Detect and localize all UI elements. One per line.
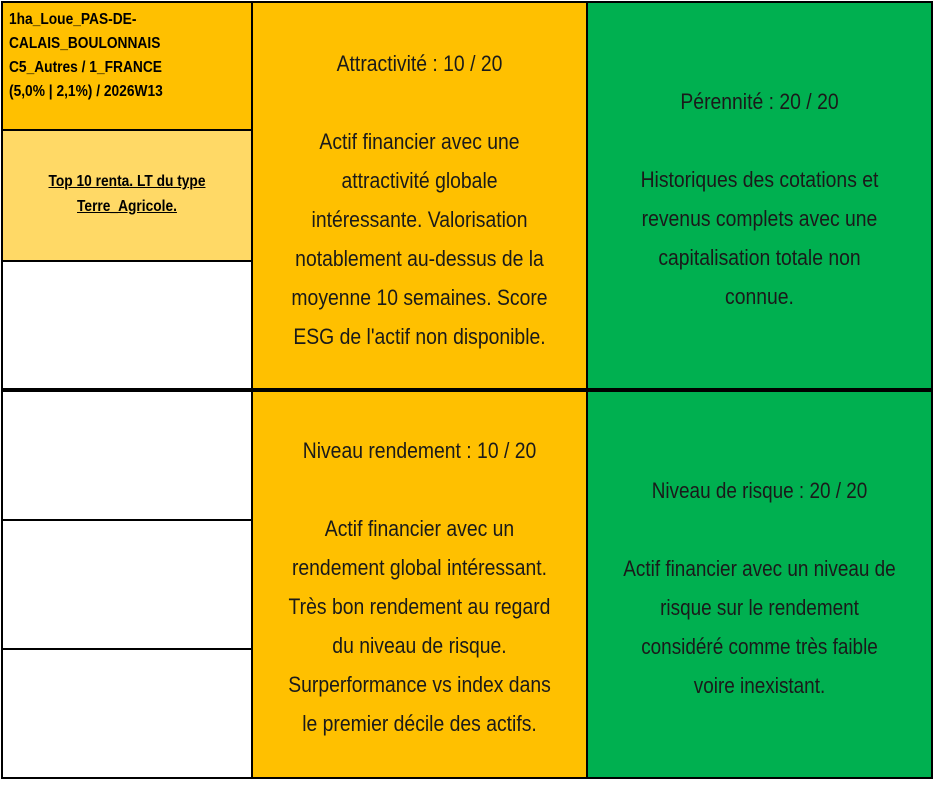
top10-link-line[interactable]: Top 10 renta. LT du type (48, 173, 206, 190)
attractivite-text-line: ESG de l'actif non disponible. (293, 324, 546, 349)
top10-cell (1, 129, 253, 262)
rendement-text-line: Actif financier avec un (324, 516, 515, 541)
asset-title-line: (5,0% | 2,1%) / 2026W13 (9, 83, 163, 100)
asset-title-line: C5_Autres / 1_FRANCE (9, 59, 162, 76)
asset-title-cell (1, 1, 253, 131)
asset-title-line: CALAIS_BOULONNAIS (9, 35, 161, 52)
empty-cell (1, 390, 253, 521)
rendement-text-line: du niveau de risque. (332, 633, 507, 658)
empty-cell (1, 648, 253, 779)
perennite-panel (586, 1, 933, 390)
attractivite-text-line: moyenne 10 semaines. Score (291, 285, 548, 310)
attractivite-heading: Attractivité : 10 / 20 (336, 51, 503, 76)
empty-cell (1, 519, 253, 650)
risque-text-line: considéré comme très faible (641, 634, 878, 659)
rendement-heading: Niveau rendement : 10 / 20 (302, 438, 537, 463)
empty-cell (1, 260, 253, 390)
rendement-text-line: rendement global intéressant. (291, 555, 548, 580)
rendement-text-line: le premier décile des actifs. (302, 711, 537, 736)
rendement-text-line: Surperformance vs index dans (288, 672, 551, 697)
top10-link-line[interactable]: Terre_Agricole. (77, 198, 177, 215)
risque-panel (586, 390, 933, 779)
perennite-text-line: connue. (725, 284, 794, 309)
rendement-panel (251, 390, 588, 779)
attractivite-text-line: Actif financier avec une (319, 129, 520, 154)
risque-text-line: voire inexistant. (693, 673, 826, 698)
attractivite-text-line: intéressante. Valorisation (311, 207, 528, 232)
attractivite-text-line: notablement au-dessus de la (295, 246, 544, 271)
risque-text-line: Actif financier avec un niveau de (623, 556, 896, 581)
attractivite-panel (251, 1, 588, 390)
risque-heading: Niveau de risque : 20 / 20 (651, 478, 868, 503)
attractivite-text-line: attractivité globale (341, 168, 498, 193)
perennite-text-line: Historiques des cotations et (640, 167, 879, 192)
asset-title-line: 1ha_Loue_PAS-DE- (9, 11, 137, 28)
perennite-heading: Pérennité : 20 / 20 (680, 89, 839, 114)
perennite-text-line: capitalisation totale non (658, 245, 861, 270)
risque-text-line: risque sur le rendement (660, 595, 859, 620)
perennite-text-line: revenus complets avec une (641, 206, 878, 231)
rendement-text-line: Très bon rendement au regard (288, 594, 551, 619)
